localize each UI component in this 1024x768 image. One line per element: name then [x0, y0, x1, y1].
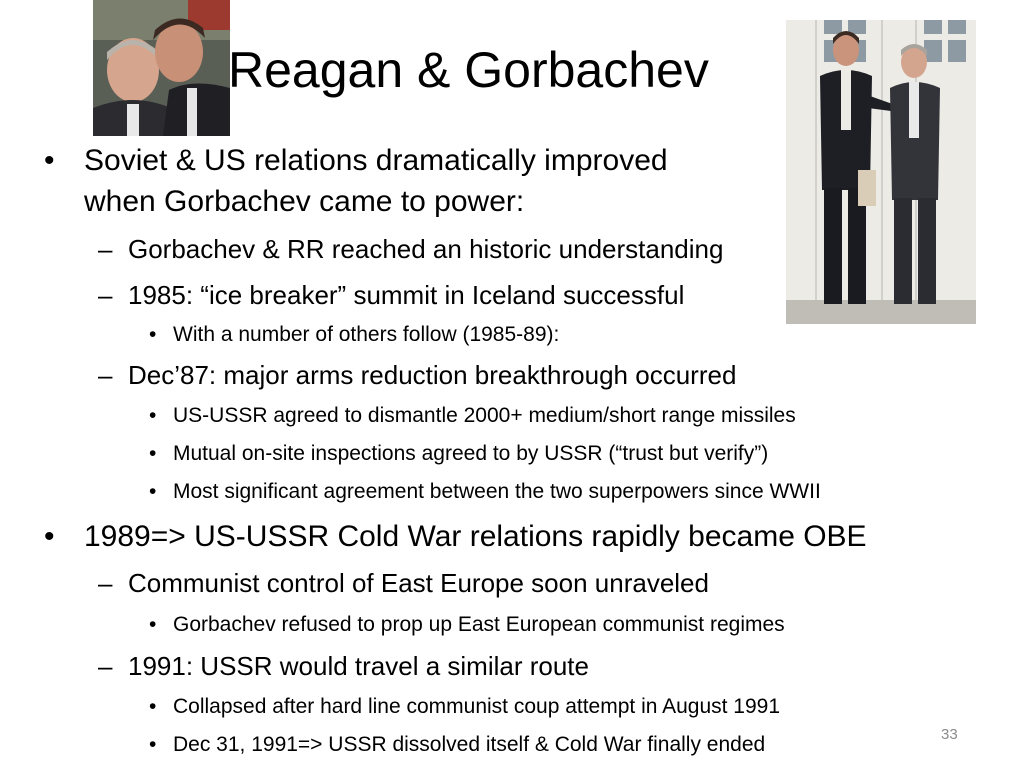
bullet-marker: •	[44, 144, 55, 177]
bullet-marker: •	[44, 520, 55, 553]
bullet-text: 1985: “ice breaker” summit in Iceland successful	[128, 280, 685, 310]
slide-page-number: 33	[941, 726, 958, 743]
reagan-gorbachev-photo-right	[786, 20, 976, 324]
sub-bullet-item	[98, 568, 709, 598]
sub-sub-bullet-item	[149, 323, 560, 346]
bullet-text: when Gorbachev came to power:	[84, 185, 525, 218]
bullet-item	[44, 144, 668, 177]
sub-bullet-item	[98, 234, 724, 264]
bullet-text: 1989=> US-USSR Cold War relations rapidly became OBE	[84, 520, 867, 553]
bullet-marker: –	[98, 234, 113, 264]
bullet-marker: •	[149, 404, 157, 427]
bullet-text: With a number of others follow (1985-89):	[173, 323, 560, 346]
bullet-item	[44, 520, 867, 553]
sub-bullet-item	[98, 651, 589, 681]
bullet-marker: –	[98, 280, 113, 310]
bullet-marker: •	[149, 480, 157, 503]
sub-bullet-item	[98, 360, 737, 390]
bullet-marker: –	[98, 568, 113, 598]
sub-bullet-item	[98, 280, 685, 310]
bullet-text: Gorbachev & RR reached an historic understanding	[128, 234, 724, 264]
bullet-text: Collapsed after hard line communist coup attempt in August 1991	[173, 695, 781, 718]
bullet-marker: •	[149, 733, 157, 756]
sub-sub-bullet-item	[149, 442, 769, 465]
slide-title: Reagan & Gorbachev	[228, 42, 709, 98]
bullet-item	[84, 187, 524, 217]
bullet-text: Gorbachev refused to prop up East European communist regimes	[173, 613, 785, 636]
photo-right-graphic	[786, 20, 976, 324]
bullet-text: US-USSR agreed to dismantle 2000+ medium/short range missiles	[173, 404, 796, 427]
sub-sub-bullet-item	[149, 480, 821, 503]
bullet-text: Mutual on-site inspections agreed to by USSR (“trust but verify”)	[173, 442, 769, 465]
bullet-marker: •	[149, 323, 157, 346]
photo-left-graphic	[93, 0, 230, 136]
bullet-text: Communist control of East Europe soon unraveled	[128, 568, 709, 598]
bullet-text: Most significant agreement between the two superpowers since WWII	[173, 480, 821, 503]
sub-sub-bullet-item	[149, 695, 781, 718]
bullet-marker: •	[149, 695, 157, 718]
bullet-text: Dec 31, 1991=> USSR dissolved itself & Cold War finally ended	[173, 733, 766, 756]
bullet-marker: –	[98, 360, 113, 390]
sub-sub-bullet-item	[149, 613, 785, 636]
sub-sub-bullet-item	[149, 404, 796, 427]
bullet-text: Soviet & US relations dramatically improved	[84, 144, 668, 177]
bullet-text: Dec’87: major arms reduction breakthrough occurred	[128, 360, 737, 390]
sub-sub-bullet-item	[149, 733, 766, 756]
reagan-gorbachev-photo-left	[93, 0, 230, 136]
bullet-marker: •	[149, 613, 157, 636]
bullet-marker: •	[149, 442, 157, 465]
bullet-marker: –	[98, 651, 113, 681]
bullet-text: 1991: USSR would travel a similar route	[128, 651, 589, 681]
